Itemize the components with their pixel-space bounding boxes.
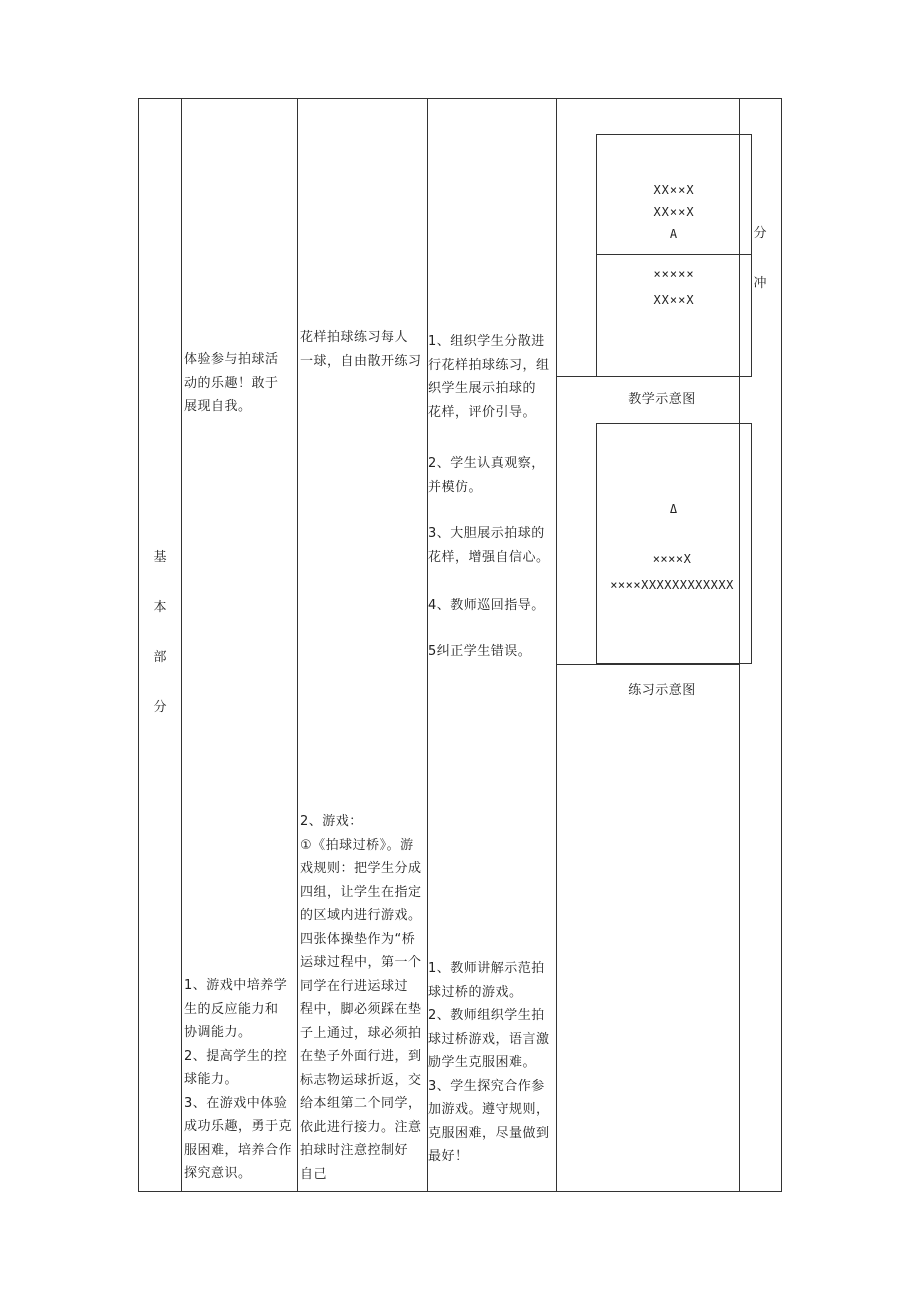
part1-method-4 [428, 594, 545, 618]
formation-row: ××××XXXXXXXXXXXX [610, 578, 734, 592]
text-line: 球能力。 [184, 1072, 239, 1087]
text-line: 四组，让学生在指定 [300, 884, 422, 900]
text-line: 花样拍球练习每人 [300, 330, 409, 345]
practice-diagram-caption: 练习示意图 [628, 683, 696, 698]
part2-methods [428, 957, 550, 1169]
text-line: 加游戏。遵守规则， [428, 1102, 550, 1117]
formation-row: XX××X [653, 293, 695, 307]
text-line: 四张体操垫作为“桥 [300, 931, 416, 947]
table-top-border [138, 98, 782, 99]
text-line: 1、组织学生分散进 [428, 334, 545, 349]
section-label-char: 本 [153, 600, 167, 615]
text-line: 的区域内进行游戏。 [300, 908, 422, 923]
part1-goal [184, 348, 279, 419]
column-divider-2 [297, 98, 298, 1192]
text-line: 2、学生认真观察， [428, 456, 545, 471]
text-line: 3、大胆展示拍球的 [428, 526, 545, 541]
formation-row: ××××X [652, 552, 692, 566]
text-line: 5纠正学生错误。 [428, 644, 532, 659]
teaching-diagram-caption: 教学示意图 [628, 392, 696, 407]
text-line: 依此进行接力。注意 [300, 1119, 422, 1135]
text-line: 行花样拍球练习，组 [428, 357, 550, 373]
teaching-diagram-bottom [596, 254, 752, 377]
text-line: 3、在游戏中体验 [184, 1095, 288, 1111]
text-line: 动的乐趣！敢于 [184, 375, 279, 391]
text-line: 戏规则：把学生分成 [300, 861, 422, 876]
part2-goal [184, 974, 292, 1186]
text-line: 2、提高学生的控 [184, 1048, 288, 1064]
text-line: 给本组第二个同学， [300, 1096, 422, 1111]
column-divider-1 [181, 98, 182, 1192]
text-line: ①《拍球过桥》。游 [300, 837, 414, 853]
text-line: 标志物运球折返，交 [300, 1072, 422, 1088]
right-column-char: 冲 [753, 276, 767, 291]
text-line: 2、教师组织学生拍 [428, 1008, 545, 1023]
text-line: 程中，脚必须踩在垫 [300, 1002, 422, 1017]
text-line: 服困难，培养合作 [184, 1142, 293, 1158]
text-line: 并模仿。 [428, 479, 483, 495]
section-label-char: 部 [153, 650, 167, 665]
diagram-row-divider-2 [556, 664, 740, 665]
teaching-diagram-top [596, 134, 752, 255]
formation-row: XX××X [653, 183, 695, 197]
text-line: 球过桥的游戏。 [428, 984, 523, 1000]
table-left-border [138, 98, 139, 1192]
text-line: 拍球时注意控制好 [300, 1143, 409, 1158]
table-right-border [781, 98, 782, 1192]
text-line: 探究意识。 [184, 1166, 252, 1181]
text-line: 体验参与拍球活 [184, 352, 279, 367]
text-line: 花样，评价引导。 [428, 404, 537, 420]
text-line: 子上通过，球必须拍 [300, 1025, 422, 1041]
text-line: 3、学生探究合作参 [428, 1078, 545, 1094]
text-line: 生的反应能力和 [184, 1001, 279, 1017]
text-line: 球过桥游戏，语言激 [428, 1031, 550, 1047]
section-label-char: 分 [153, 700, 167, 715]
text-line: 展现自我。 [184, 399, 252, 414]
text-line: 运球过程中，第一个 [300, 955, 422, 970]
column-divider-4 [556, 98, 557, 1192]
text-line: 最好！ [428, 1149, 469, 1164]
formation-row: XX××X [653, 205, 695, 219]
formation-row: ××××× [653, 267, 695, 281]
section-label-char: 基 [153, 550, 167, 565]
teacher-marker: A [669, 227, 679, 241]
text-line: 励学生克服困难。 [428, 1055, 537, 1070]
right-column-char: 分 [753, 226, 767, 241]
text-line: 在垫子外面行进，到 [300, 1049, 422, 1064]
part1-method-2 [428, 452, 545, 499]
text-line: 协调能力。 [184, 1025, 252, 1040]
part1-content [300, 326, 422, 373]
text-line: 同学在行进运球过 [300, 978, 409, 994]
part1-method-5 [428, 640, 531, 664]
text-line: 自己 [300, 1166, 328, 1182]
text-line: 1、教师讲解示范拍 [428, 961, 545, 976]
text-line: 成功乐趣，勇于克 [184, 1119, 293, 1134]
teacher-marker: Δ [669, 502, 679, 516]
text-line: 2、游戏： [300, 814, 363, 829]
text-line: 4、教师巡回指导。 [428, 598, 545, 613]
text-line: 一球，自由散开练习 [300, 353, 422, 369]
text-line: 花样，增强自信心。 [428, 549, 550, 565]
text-line: 克服困难，尽量做到 [428, 1125, 550, 1141]
text-line: 织学生展示拍球的 [428, 381, 537, 396]
text-line: 1、游戏中培养学 [184, 978, 288, 993]
part2-content [300, 810, 422, 1186]
part1-method-1 [428, 330, 550, 424]
practice-diagram [596, 423, 752, 664]
part1-method-3 [428, 522, 550, 569]
table-bottom-border [138, 1191, 782, 1192]
